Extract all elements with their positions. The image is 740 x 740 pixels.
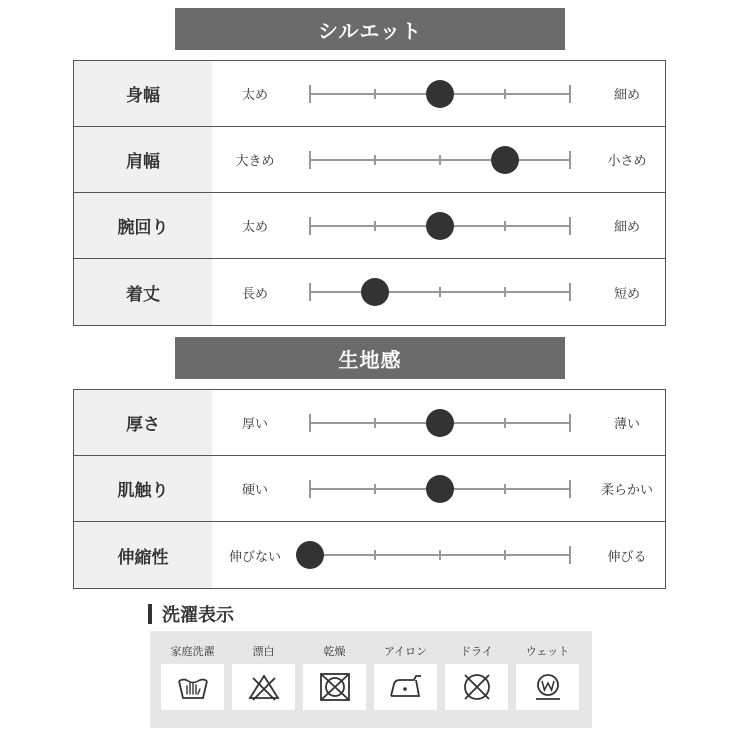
scale-tick bbox=[569, 480, 571, 498]
fabric-row-thickness bbox=[74, 390, 665, 456]
scale-tick bbox=[569, 283, 571, 301]
care-label: ドライ bbox=[460, 645, 493, 658]
silhouette-table bbox=[73, 60, 666, 326]
scale-marker bbox=[426, 212, 454, 240]
care-label: 乾燥 bbox=[323, 645, 346, 658]
scale-tick bbox=[374, 155, 376, 165]
scale-tick bbox=[309, 151, 311, 169]
no-bleach-icon bbox=[232, 664, 295, 710]
row-label: 身幅 bbox=[74, 61, 212, 126]
scale-right-label: 柔らかい bbox=[600, 483, 653, 498]
row-label: 厚さ bbox=[74, 390, 212, 455]
scale-tick bbox=[374, 221, 376, 231]
rating-scale bbox=[310, 522, 570, 588]
rating-scale bbox=[310, 193, 570, 258]
scale-tick bbox=[504, 484, 506, 494]
scale-left-label: 太め bbox=[241, 88, 268, 103]
care-item-dry-clean bbox=[445, 631, 508, 728]
row-label: 伸縮性 bbox=[74, 522, 212, 588]
scale-marker bbox=[361, 278, 389, 306]
scale-tick bbox=[439, 550, 441, 560]
fabric-row-texture bbox=[74, 456, 665, 522]
no-tumble-dry-icon bbox=[303, 664, 366, 710]
wet-clean-icon bbox=[516, 664, 579, 710]
scale-tick bbox=[374, 89, 376, 99]
scale-marker bbox=[491, 146, 519, 174]
scale-tick bbox=[569, 414, 571, 432]
scale-marker bbox=[426, 409, 454, 437]
scale-left-label: 硬い bbox=[241, 483, 268, 498]
scale-tick bbox=[309, 414, 311, 432]
care-label: ウェット bbox=[525, 645, 570, 658]
row-label: 着丈 bbox=[74, 259, 212, 325]
scale-left-label: 太め bbox=[241, 220, 268, 235]
rating-scale bbox=[310, 127, 570, 192]
row-label: 肌触り bbox=[74, 456, 212, 521]
scale-left-label: 伸びない bbox=[228, 549, 281, 565]
row-label: 腕回り bbox=[74, 193, 212, 258]
scale-right-label: 短め bbox=[613, 286, 640, 302]
scale-marker bbox=[426, 475, 454, 503]
silhouette-title: シルエット bbox=[317, 18, 423, 43]
rating-scale bbox=[310, 390, 570, 455]
scale-right-label: 小さめ bbox=[607, 154, 647, 169]
scale-right-label: 薄い bbox=[613, 417, 640, 432]
scale-left-label: 大きめ bbox=[235, 154, 275, 169]
scale-tick bbox=[309, 85, 311, 103]
care-item-home-wash bbox=[161, 631, 224, 728]
scale-tick bbox=[439, 287, 441, 297]
title-bar bbox=[148, 604, 152, 624]
scale-tick bbox=[569, 151, 571, 169]
scale-tick bbox=[569, 85, 571, 103]
care-label: アイロン bbox=[383, 645, 427, 658]
scale-tick bbox=[504, 418, 506, 428]
scale-tick bbox=[569, 546, 571, 564]
low-iron-icon bbox=[374, 664, 437, 710]
scale-right-label: 伸びる bbox=[607, 549, 647, 565]
rating-scale bbox=[310, 259, 570, 325]
scale-tick bbox=[504, 550, 506, 560]
scale-marker bbox=[296, 541, 324, 569]
scale-tick bbox=[374, 418, 376, 428]
care-item-wet-clean bbox=[516, 631, 579, 728]
scale-tick bbox=[504, 287, 506, 297]
scale-tick bbox=[309, 217, 311, 235]
scale-right-label: 細め bbox=[613, 220, 640, 235]
row-label: 肩幅 bbox=[74, 127, 212, 192]
care-title-text: 洗濯表示 bbox=[162, 605, 234, 626]
scale-tick bbox=[439, 155, 441, 165]
scale-tick bbox=[374, 550, 376, 560]
silhouette-header bbox=[175, 8, 565, 50]
fabric-table bbox=[73, 389, 666, 589]
rating-scale bbox=[310, 456, 570, 521]
scale-left-label: 長め bbox=[241, 286, 268, 302]
care-item-iron bbox=[374, 631, 437, 728]
silhouette-row-length bbox=[74, 259, 665, 325]
fabric-header bbox=[175, 337, 565, 379]
scale-tick bbox=[504, 221, 506, 231]
care-item-bleach bbox=[232, 631, 295, 728]
fabric-row-stretch bbox=[74, 522, 665, 588]
care-label: 家庭洗濯 bbox=[170, 645, 215, 658]
no-dry-clean-icon bbox=[445, 664, 508, 710]
scale-tick bbox=[309, 283, 311, 301]
scale-marker bbox=[426, 80, 454, 108]
fabric-title: 生地感 bbox=[338, 347, 402, 372]
silhouette-row-shoulder bbox=[74, 127, 665, 193]
care-section-title bbox=[148, 604, 234, 624]
care-panel bbox=[150, 631, 592, 728]
scale-tick bbox=[309, 480, 311, 498]
scale-tick bbox=[569, 217, 571, 235]
care-item-dry bbox=[303, 631, 366, 728]
silhouette-row-width bbox=[74, 61, 665, 127]
scale-tick bbox=[374, 484, 376, 494]
hand-wash-icon bbox=[161, 664, 224, 710]
scale-left-label: 厚い bbox=[241, 417, 268, 432]
rating-scale bbox=[310, 61, 570, 126]
silhouette-row-arm bbox=[74, 193, 665, 259]
scale-tick bbox=[504, 89, 506, 99]
care-label: 漂白 bbox=[252, 645, 275, 658]
scale-right-label: 細め bbox=[613, 88, 640, 103]
